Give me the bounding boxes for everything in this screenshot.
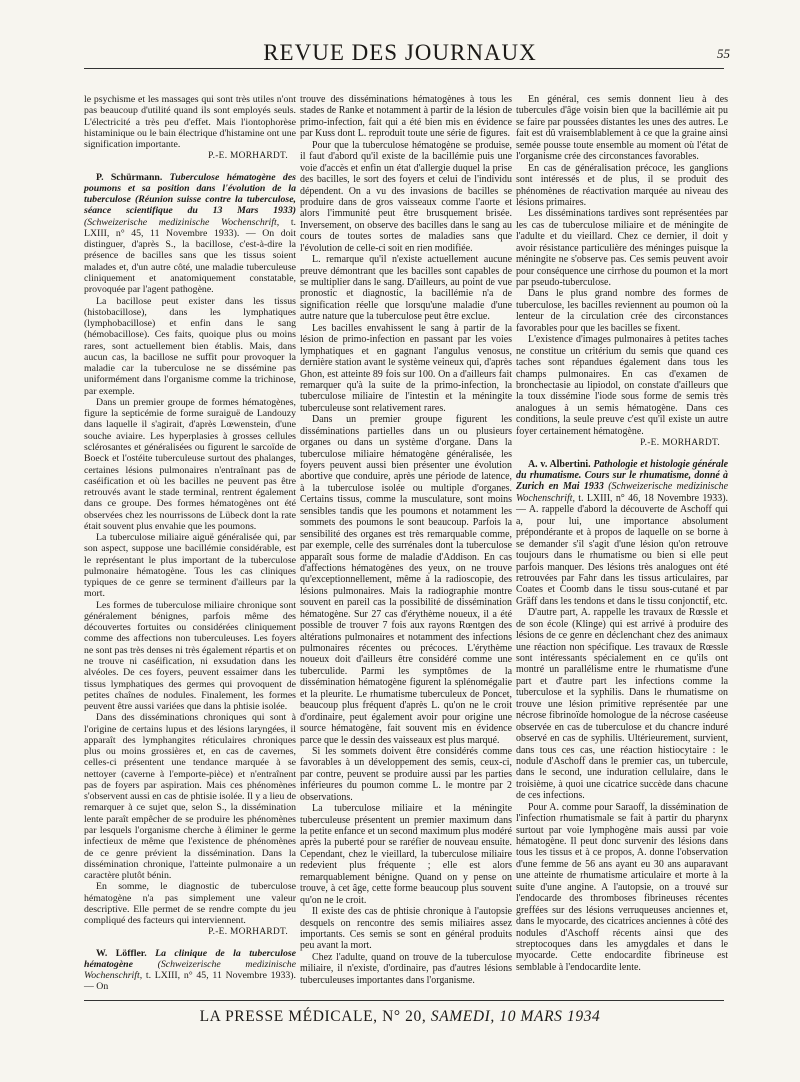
paragraph: La bacillose peut exister dans les tissus (histobacillose), dans les lymphatiques (lymphobacillose) et enfin dans le sang (hémobacillose). Ces faits, quoique plus ou moins rares, sont actuellement bien établis. Mais, dans aucun cas, la bacillose ne suffit pour provoquer la maladie car la tuberculose ne se dissémine pas uniformément dans l'organisme comme la trichinose, par exemple. [84, 295, 296, 397]
paragraph: Dans le plus grand nombre des formes de tuberculose, les bacilles reviennent au poumon où la lenteur de la circulation crée des circonstances favorables pour que les bacilles se fixent. [516, 288, 728, 334]
page-number: 55 [717, 46, 730, 61]
footer-rule [84, 1000, 724, 1001]
article-title: La clinique de la tuberculose hématogène [84, 947, 297, 970]
paragraph: Les disséminations tardives sont représentées par les cas de tuberculose miliaire et de méningite de l'adulte et du vieillard. Chez ce dernier, il doit y avoir résistance particulière des méninges puisque la méningite ne s'observe pas. Ces semis peuvent avoir pour conséquence une cirrhose du poumon et la mort par pseudo-tuberculose. [516, 208, 728, 288]
footer-date: SAMEDI, 10 MARS 1934 [430, 1008, 601, 1025]
paragraph: Dans un premier groupe de formes hématogènes, figure la septicémie de forme suraiguë de Landouzy dans laquelle il s'agirait, d'après Lœwenstein, d'une souche aviaire. Les hyperplasies à grosses cellules sclérosantes et généralisées ou figurent le sarcoïde de Boeck et l'ostéite tuberculeuse surtout des phalanges, certaines lésions pulmonaires n'entraînant pas de caséification et où les bacilles ne peuvent pas être retrouvés avant le stade terminal, rentrent également dans ce groupe. Des formes hématogènes ont été observées chez les nourrissons de Lübeck dont la rate était souvent plus envahie que les poumons. [84, 396, 296, 532]
paragraph: Chez l'adulte, quand on trouve de la tuberculose miliaire, il n'existe, d'ordinaire, pas d'autres lésions tuberculeuses importantes dans l'organisme. [300, 951, 512, 986]
signature: P.-E. MORHARDT. [208, 151, 288, 162]
page-footer [0, 1008, 800, 1026]
paragraph: Si les sommets doivent être considérés comme favorables à un développement des semis, ceux-ci, par contre, peuvent se produire aussi par les parties inférieures du poumon comme L. le montre par 2 observations. [300, 745, 512, 803]
article-body: t. LXIII, n° 46, 18 Novembre 1933). — A. rappelle d'abord la découverte de Aschoff qui a, pour lui, une importance absolument prépondérante et à propos de laquelle on se borne à se demander s'il s'agit d'une lésion qu'on retrouve toujours dans le rhumatisme ou bien si elle peut parfois manquer. Des lésions très analogues ont été retrouvées par Fahr dans les tissus articulaires, par Coates et Coomb dans le tissu sous-cutané et par Gräff dans les tendons et dans le tissu conjonctif, etc. [516, 492, 728, 607]
article-author: A. v. Albertini. [528, 458, 591, 470]
journal-section-title: REVUE DES JOURNAUX [263, 40, 537, 65]
article-body: t. LXIII, n° 45, 11 Novembre 1933). — On [84, 970, 296, 993]
paragraph: Pour que la tuberculose hématogène se produise, il faut d'abord qu'il existe de la bacillémie puis une voie d'accès et enfin un état d'allergie duquel la prise des bacilles, le sort des foyers et celui de l'individu dépendent. On a vu des invasions de bacilles se produire dans de gros vaisseaux comme l'aorte et alors l'immunité peut être brusquement brisée. Inversement, on observe des bacilles dans le sang au cours de toutes sortes de maladies sans que l'évolution de celle-ci soit en rien modifiée. [300, 139, 512, 254]
article-body: t. LXIII, n° 45, 11 Novembre 1933). — On doit distinguer, d'après S., la bacillose, c'est-à-dire la présence de bacilles sans que les tissus soient malades et, d'un autre côté, une maladie tuberculeuse cliniquement et anatomiquement constatable, provoquée par l'agent pathogène. [84, 216, 296, 296]
paragraph: trouve des disséminations hématogènes à tous les stades de Ranke et notamment à partir de la lésion de primo-infection, fait qui a été bien mis en évidence par Kuss dont L. reproduit toute une série de figures. [300, 94, 512, 140]
paragraph: Il existe des cas de phtisie chronique à l'autopsie desquels on rencontre des semis miliaires assez importants. Ces semis se sont en général produits peu avant la mort. [300, 906, 512, 952]
article-author: W. Löffler. [96, 947, 147, 959]
article-author: P. Schürmann. [96, 171, 163, 183]
paragraph: L'existence d'images pulmonaires à petites taches ne constitue un critérium du semis que quand ces taches sont répandues également dans tous les champs pulmonaires. En cas d'examen de bronchectasie au lipiodol, on constate d'ailleurs que la toux dissémine l'iode sous forme de semis très analogues à un semis hématogène. Dans ces conditions, la seule preuve c'est qu'il existe un autre foyer certainement hématogène. [516, 334, 728, 437]
paragraph: le psychisme et les massages qui sont très utiles n'ont pas beaucoup d'utilité quand ils sont employés seuls. L'électricité a très peu d'effet. Mais l'iontophorèse histaminique ou le bain électrique d'histamine ont une signification importante. [84, 94, 296, 151]
column-2 [300, 94, 512, 986]
article-title: Pathologie et histologie générale du rhumatisme. Cours sur le rhumatisme, donné à Zurich en Mai 1933 [516, 458, 729, 493]
header-rule [84, 68, 724, 69]
article-albertini [516, 459, 728, 608]
paragraph: Dans un premier groupe figurent les disséminations partielles dans un ou plusieurs organes ou dans un système d'organe. Dans la tuberculose miliaire hématogène généralisée, les foyers peuvent aussi bien présenter une évolution abortive que conduire, après une période de latence, à la tuberculose isolée ou multiple d'organes. Certains tissus, comme la musculature, sont moins sensibles tandis que les poumons et notamment les sommets des poumons le sont beaucoup. Parfois la sensibilité des organes est très remarquable comme, par exemple, celle des surrénales dont la tuberculose apparaît sous forme de maladie d'Addison. En cas d'affections hématogènes des yeux, on ne trouve qu'exceptionnellement, même à la radioscopie, des lésions pulmonaires. Mais la radiographie montre souvent en pareil cas la possibilité de dissémination hématogène. Sur 27 cas d'érythème noueux, il a été possible de trouver 7 fois aux rayons Rœntgen des altérations pulmonaires et notamment des infections pulmonaires récentes ou précoces. L'érythème noueux doit d'ailleurs être considéré comme une tuberculide. Parmi les symptômes de la dissémination hématogène figurent la splénomégalie et la pleurite. Le rhumatisme tuberculeux de Poncet, beaucoup plus fréquent d'après L. qu'on ne le croit d'ordinaire, peut également avoir pour origine une source hématogène, fait souvent mis en évidence parce que le dessin des vaisseaux est plus marqué. [300, 414, 512, 746]
article-title: Tuberculose hématogène des poumons et sa position dans l'évolution de la tuberculose (Réunion suisse contre la tuberculose, séance scientifique du 13 Mars 1933) [84, 171, 296, 217]
column-1 [84, 94, 296, 993]
column-3 [516, 94, 728, 973]
paragraph: Les formes de tuberculose miliaire chronique sont généralement bénignes, parfois même des découvertes fortuites ou considérées cliniquement comme des affections non tuberculeuses. Les foyers ne sont pas très denses ni très également répartis et on ne trouve ni caséification, ni exsudation dans les alvéoles. De ces foyers, peuvent essaimer dans les tissus lymphatiques des germes qui provoquent de petites chaînes de nodules. Finalement, les formes peuvent être aussi variées que dans la phtisie isolée. [84, 599, 296, 713]
paragraph: En somme, le diagnostic de tuberculose hématogène n'a pas simplement une valeur descriptive. Elle permet de se rendre compte du jeu compliqué des facteurs qui interviennent. [84, 881, 296, 927]
signature: P.-E. MORHARDT. [640, 438, 720, 449]
footer-journal: LA PRESSE MÉDICALE, N° 20, [199, 1008, 427, 1025]
paragraph: Dans des disséminations chroniques qui sont à l'origine de certains lupus et des lésions laryngées, il apparaît des lymphangites réticulaires chroniques plus ou moins grossières et, en cas de cavernes, celles-ci présentent une tendance marquée à se nettoyer (caverne à l'emporte-pièce) et n'entraînent pas de foyers par aspiration. Mais ces phénomènes s'observent aussi en cas de phtisie isolée. Il y a lieu de remarquer à ce sujet que, selon S., la dissémination lente paraît empêcher de se produire les phénomènes par lesquels l'organisme cherche à éliminer le germe infectieux de même que l'existence de phénomènes de ce genre prévient la dissémination. Dans la dissémination chronique, l'atteinte pulmonaire a un caractère plutôt bénin. [84, 712, 296, 882]
article-loffler [84, 948, 296, 993]
paragraph: En général, ces semis donnent lieu à des tubercules d'âge voisin bien que la bacillémie ait pu se faire par poussées distantes les unes des autres. Le fait est dû vraisemblablement à ce que la graine ainsi semée pousse toute ensemble au moment où l'état de l'organisme crée des circonstances favorables. [516, 94, 728, 163]
paragraph: D'autre part, A. rappelle les travaux de Rœssle et de son école (Klinge) qui est arrivé à produire des lésions de ce genre en déclenchant chez des animaux une réaction non spécifique. Les travaux de Rœssle sont intéressants spécialement en ce qu'ils ont montré un parallélisme entre le rhumatisme d'une part et d'autre part les infections comme la tuberculose et la syphilis. Dans le rhumatisme on trouve une lésion primitive représentée par une nécrose fibrinoïde homologue de la nécrose caséeuse observée en cas de tuberculose et du chancre induré observé en cas de syphilis. Ultérieurement, survient, dans tous ces cas, une réaction histiocytaire : le nodule d'Aschoff dans le premier cas, un tubercule, dans le second, une induration cellulaire, dans le troisième, à quoi une cicatrice succède dans chacune de ces infections. [516, 607, 728, 802]
paragraph: La tuberculose miliaire aiguë généralisée qui, par son aspect, suppose une bacillémie considérable, est le représentant le plus important de la tuberculose pulmonaire hématogène. Tous les cas cliniques typiques de ce genre se terminent d'ailleurs par la mort. [84, 532, 296, 600]
paragraph: En cas de généralisation précoce, les ganglions sont intéressés et de plus, il se produit des phénomènes de réactivation marquée au niveau des lésions primaires. [516, 162, 728, 208]
article-source: (Schweizerische medizinische Wochenschrift, [516, 481, 729, 504]
article-source: (Schweizerische medizinische Wochenschrift, [84, 958, 297, 982]
paragraph: L. remarque qu'il n'existe actuellement aucune preuve démontrant que les bacilles sont capables de se multiplier dans le sang. D'ailleurs, au point de vue pronostic et diagnostic, la bacillémie n'a de signification réelle que lorsqu'une maladie d'une autre nature que la tuberculose peut être exclue. [300, 254, 512, 323]
article-schurmann [84, 172, 296, 296]
article-source: (Schweizerische medizinische Wochenschrift, [84, 216, 280, 228]
paragraph: La tuberculose miliaire et la méningite tuberculeuse présentent un premier maximum dans la petite enfance et un second maximum plus modéré après la puberté pour se raréfier de nouveau ensuite. Cependant, chez le vieillard, la tuberculose miliaire redevient plus fréquente ; elle est alors remarquablement bénigne. Quand on y pense on trouve, à cet âge, cette forme beaucoup plus souvent qu'on ne le croit. [300, 803, 512, 906]
paragraph: Pour A. comme pour Saraoff, la dissémination de l'infection rhumatismale se fait à partir du pharynx surtout par voie lymphogène mais aussi par voie hématogène. Il peut donc survenir des lésions dans tous les tissus et à ce propos, A. donne l'observation d'une femme de 56 ans ayant eu 30 ans auparavant une atteinte de rhumatisme articulaire et morte à la suite d'une angine. A l'autopsie, on a trouvé sur l'endocarde des thromboses fibrineuses récentes greffées sur des lésions verruqueuses anciennes et, dans le myocarde, des cicatrices anciennes à côté des nodules d'Aschoff récents ainsi que des streptocoques dans les amygdales et dans le myocarde. Cette endocardite fibrineuse est semblable à l'endocardite lente. [516, 801, 728, 973]
paragraph: Les bacilles envahissent le sang à partir de la lésion de primo-infection en passant par les voies lymphatiques et en gagnant l'angulus venosus, dernière station avant le système veineux qui, d'après Ghon, est atteinte 89 fois sur 100. On a d'ailleurs fait remarquer qu'à la suite de la primo-infection, la tuberculose miliaire de l'intestin et la méningite tuberculeuse sont relativement rares. [300, 322, 512, 414]
signature: P.-E. MORHARDT. [208, 927, 288, 938]
